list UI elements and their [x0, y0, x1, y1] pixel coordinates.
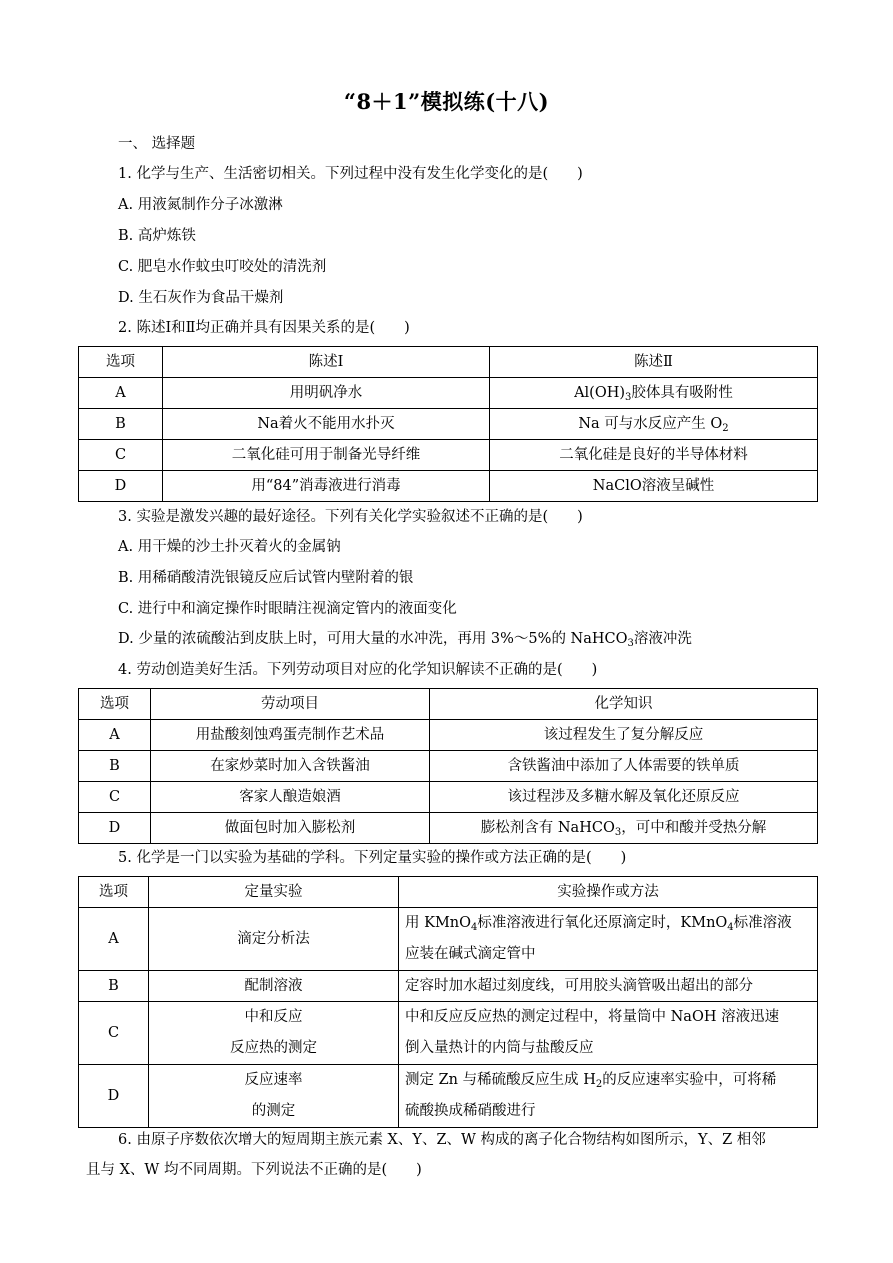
table-header-cell: 化学知识 [430, 689, 818, 720]
table-cell-key: C [79, 782, 151, 813]
cell-text: Na 可与水反应产生 O [578, 416, 723, 432]
table-cell-key: B [79, 751, 151, 782]
option-text: D. 少量的浓硫酸沾到皮肤上时，可用大量的水冲洗，再用 3%～5%的 NaHCO [118, 631, 628, 647]
table-cell [399, 1065, 818, 1128]
table-cell: 该过程发生了复分解反应 [430, 720, 818, 751]
table-cell-key: D [79, 813, 151, 844]
subscript: 2 [595, 1079, 603, 1090]
cell-text: 标准溶液 [733, 915, 792, 931]
table-cell-key: A [79, 720, 151, 751]
section-heading: 一、 选择题 [118, 136, 196, 152]
question-1-option-a: A. 用液氮制作分子冰激淋 [118, 197, 283, 213]
question-3-stem: 3. 实验是激发兴趣的最好途径。下列有关化学实验叙述不正确的是( ) [118, 509, 583, 525]
question-2-stem: 2. 陈述Ⅰ和Ⅱ均正确并具有因果关系的是( ) [118, 320, 410, 336]
table-row [79, 1002, 818, 1065]
table-row [79, 908, 818, 971]
table-header-cell: 定量实验 [149, 877, 399, 908]
question-1-stem: 1. 化学与生产、生活密切相关。下列过程中没有发生化学变化的是( ) [118, 166, 583, 182]
table-cell-key: A [79, 378, 163, 409]
table-row [79, 971, 818, 1002]
cell-text: 反应热的测定 [230, 1040, 317, 1056]
cell-text: ，可中和酸并受热分解 [621, 820, 767, 836]
subscript: 2 [722, 423, 729, 434]
cell-text: 膨松剂含有 NaHCO [480, 820, 615, 836]
table-cell-key: C [79, 1002, 149, 1065]
question-3-option-c: C. 进行中和滴定操作时眼睛注视滴定管内的液面变化 [118, 601, 457, 617]
cell-text: 用 KMnO [405, 915, 472, 931]
table-cell-key: B [79, 971, 149, 1002]
table-header-cell: 选项 [79, 877, 149, 908]
table-row [79, 378, 818, 409]
table-cell-key: D [79, 471, 163, 502]
table-row [79, 409, 818, 440]
table-cell [490, 378, 818, 409]
table-header-cell: 实验操作或方法 [399, 877, 818, 908]
question-3-option-a: A. 用干燥的沙土扑灭着火的金属钠 [118, 539, 341, 555]
question-6-stem-line-2: 且与 X、W 均不同周期。下列说法不正确的是( ) [86, 1162, 422, 1178]
table-row [79, 751, 818, 782]
question-1-option-c: C. 肥皂水作蚊虫叮咬处的清洗剂 [118, 259, 327, 275]
table-cell [149, 1065, 399, 1128]
table-header-row [79, 689, 818, 720]
cell-text: 测定 Zn 与稀硫酸反应生成 H [405, 1072, 596, 1088]
question-6-stem-line-1: 6. 由原子序数依次增大的短周期主族元素 X、Y、Z、W 构成的离子化合物结构如图所示，Y、Z 相邻 [118, 1132, 766, 1148]
cell-text: 倒入量热计的内筒与盐酸反应 [405, 1040, 594, 1056]
table-cell-key: D [79, 1065, 149, 1128]
cell-text: Al(OH) [574, 385, 626, 401]
question-4-table [78, 688, 818, 844]
cell-text: 的测定 [251, 1103, 296, 1119]
table-cell: 在家炒菜时加入含铁酱油 [151, 751, 430, 782]
cell-text: 应装在碱式滴定管中 [405, 946, 536, 962]
table-header-cell: 劳动项目 [151, 689, 430, 720]
table-cell [149, 1002, 399, 1065]
table-cell: NaClO溶液呈碱性 [490, 471, 818, 502]
cell-text: 中和反应反应热的测定过程中，将量筒中 NaOH 溶液迅速 [405, 1009, 780, 1025]
table-header-cell: 陈述Ⅰ [163, 347, 490, 378]
table-row [79, 720, 818, 751]
table-cell: 定容时加水超过刻度线，可用胶头滴管吸出超出的部分 [399, 971, 818, 1002]
cell-text: 胶体具有吸附性 [631, 385, 733, 401]
subscript: 3 [614, 827, 622, 838]
table-cell-key: B [79, 409, 163, 440]
subscript: 4 [727, 922, 734, 933]
question-2-table [78, 346, 818, 502]
table-header-cell: 陈述Ⅱ [490, 347, 818, 378]
table-cell: 滴定分析法 [149, 908, 399, 971]
table-header-row [79, 347, 818, 378]
question-3-option-b: B. 用稀硝酸清洗银镜反应后试管内壁附着的银 [118, 570, 414, 586]
subscript: 3 [625, 392, 632, 403]
question-5-stem: 5. 化学是一门以实验为基础的学科。下列定量实验的操作或方法正确的是( ) [118, 850, 627, 866]
table-cell [490, 409, 818, 440]
table-cell [399, 1002, 818, 1065]
cell-text: 的反应速率实验中，可将稀 [602, 1072, 777, 1088]
table-row [79, 440, 818, 471]
table-cell: 用“84”消毒液进行消毒 [163, 471, 490, 502]
cell-text: 中和反应 [244, 1009, 303, 1025]
question-1-option-b: B. 高炉炼铁 [118, 228, 196, 244]
table-cell: Na着火不能用水扑灭 [163, 409, 490, 440]
table-cell: 二氧化硅可用于制备光导纤维 [163, 440, 490, 471]
table-row [79, 782, 818, 813]
table-cell-key: A [79, 908, 149, 971]
question-5-table [78, 876, 818, 1128]
table-cell-key: C [79, 440, 163, 471]
table-cell: 客家人酿造娘酒 [151, 782, 430, 813]
table-cell: 二氧化硅是良好的半导体材料 [490, 440, 818, 471]
table-row [79, 1065, 818, 1128]
table-cell: 含铁酱油中添加了人体需要的铁单质 [430, 751, 818, 782]
table-cell [430, 813, 818, 844]
table-cell: 配制溶液 [149, 971, 399, 1002]
page-title: “8＋1”模拟练(十八) [343, 89, 550, 114]
question-1-option-d: D. 生石灰作为食品干燥剂 [118, 290, 284, 306]
table-row [79, 813, 818, 844]
cell-text: 反应速率 [244, 1072, 303, 1088]
cell-text: 硫酸换成稀硝酸进行 [405, 1103, 536, 1119]
table-row [79, 471, 818, 502]
table-cell: 做面包时加入膨松剂 [151, 813, 430, 844]
question-3-option-d [118, 629, 692, 649]
cell-text: 标准溶液进行氧化还原滴定时，KMnO [477, 915, 728, 931]
question-4-stem: 4. 劳动创造美好生活。下列劳动项目对应的化学知识解读不正确的是( ) [118, 662, 598, 678]
table-header-cell: 选项 [79, 689, 151, 720]
option-text: 溶液冲洗 [633, 631, 692, 647]
table-cell: 该过程涉及多糖水解及氧化还原反应 [430, 782, 818, 813]
table-header-cell: 选项 [79, 347, 163, 378]
subscript: 3 [627, 638, 634, 649]
subscript: 4 [471, 922, 478, 933]
table-cell: 用明矾净水 [163, 378, 490, 409]
table-header-row [79, 877, 818, 908]
table-cell: 用盐酸刻蚀鸡蛋壳制作艺术品 [151, 720, 430, 751]
table-cell [399, 908, 818, 971]
